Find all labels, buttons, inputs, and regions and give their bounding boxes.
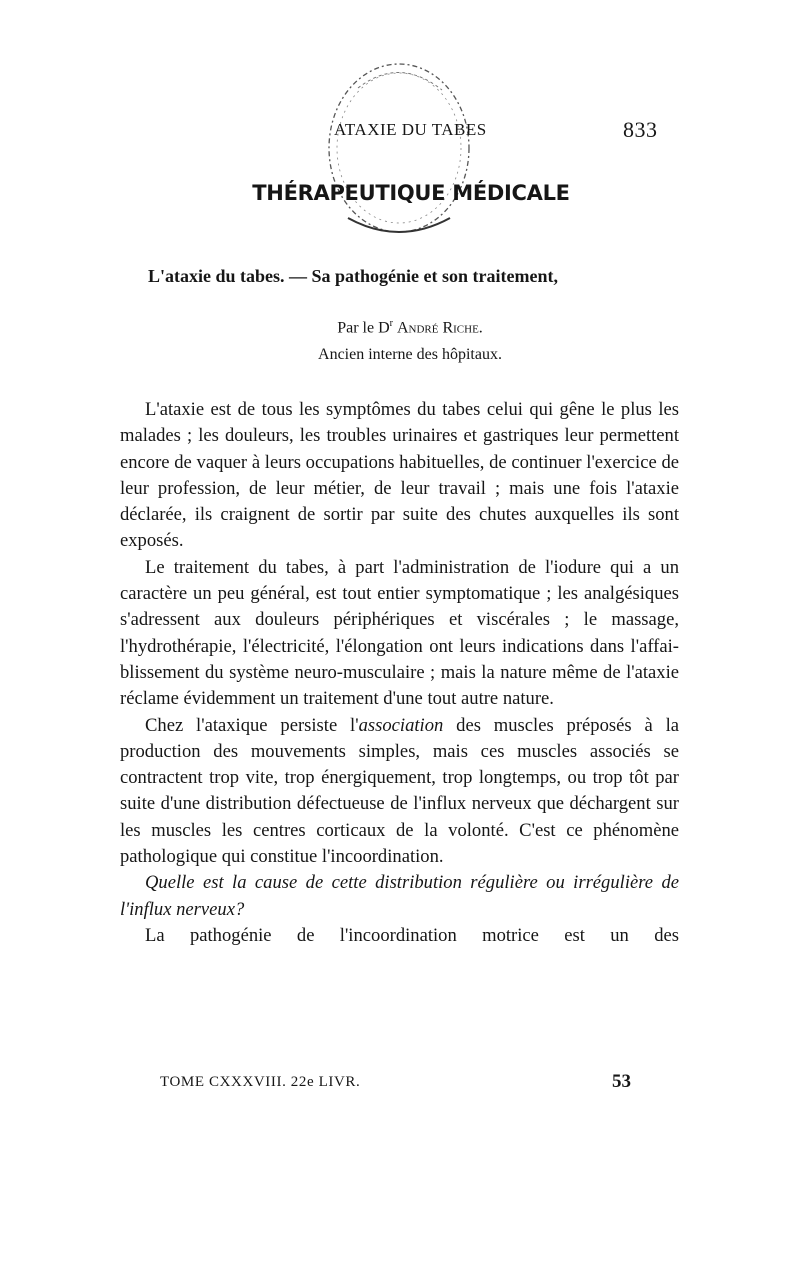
running-title: ATAXIE DU TABES	[334, 120, 487, 139]
page-number: 833	[623, 117, 658, 142]
paragraph-2: Le traitement du tabes, à part l'administration de l'iodure qui a un caractère un peu général, est tout entier symptomatique ; les analgésiques s'adressent aux douleurs périphériques et viscérales ; le massage, l'hydrothérapie, l'électricité, l'élongation ont leurs indications dans l'affaiblissement du système neuro-musculaire ; mais la nature même de l'ataxie réclame évidemment un traitement d'une tout autre nature.	[120, 556, 679, 710]
question-paragraph: Quelle est la cause de cette distribution régulière ou irrégulière de l'influx nerveux?	[120, 872, 679, 920]
byline-sup: r	[389, 318, 393, 329]
section-title: THÉRAPEUTIQUE MÉDICALE	[252, 181, 570, 205]
signature-mark: 53	[612, 1071, 631, 1092]
byline	[0, 318, 800, 337]
paragraph-3	[120, 713, 679, 871]
library-stamp	[318, 48, 480, 248]
byline-prefix: Par le D	[337, 319, 390, 337]
emphasis-association: association	[358, 714, 444, 736]
article-title: L'ataxie du tabes. — Sa pathogénie et son traitement,	[148, 266, 558, 286]
author-affiliation: Ancien interne des hôpitaux.	[318, 346, 502, 363]
volume-info: TOME CXXXVIII. 22e LIVR.	[160, 1074, 361, 1090]
paragraph-3-rest: des muscles préposés à la production des mouvements simples, mais ces muscles associés se contractent trop vite, trop énergiquement, trop longtemps, ou trop tôt par suite d'une distribution défectueuse de l'influx nerveux que déchargent sur les muscles les centres corticaux de la volonté. C'est ce phénomène pathologique qui constitue l'incoordination.	[120, 714, 679, 868]
paragraph-3-start: Chez l'ataxique persiste l'	[145, 714, 359, 736]
last-line: La pathogénie de l'incoordination motrice est un des	[145, 924, 679, 946]
author-name: André Riche.	[396, 319, 483, 337]
paragraph-1: L'ataxie est de tous les symptômes du tabes celui qui gêne le plus les malades ; les douleurs, les troubles urinaires et gastriques leur permettent encore de vaquer à leurs occupations habituelles, de continuer l'exercice de leur profession, de leur métier, de leur travail ; mais une fois l'ataxie déclarée, ils craignent de sortir par suite des chutes auxquelles ils sont exposés.	[120, 399, 679, 552]
article-body	[120, 397, 679, 949]
